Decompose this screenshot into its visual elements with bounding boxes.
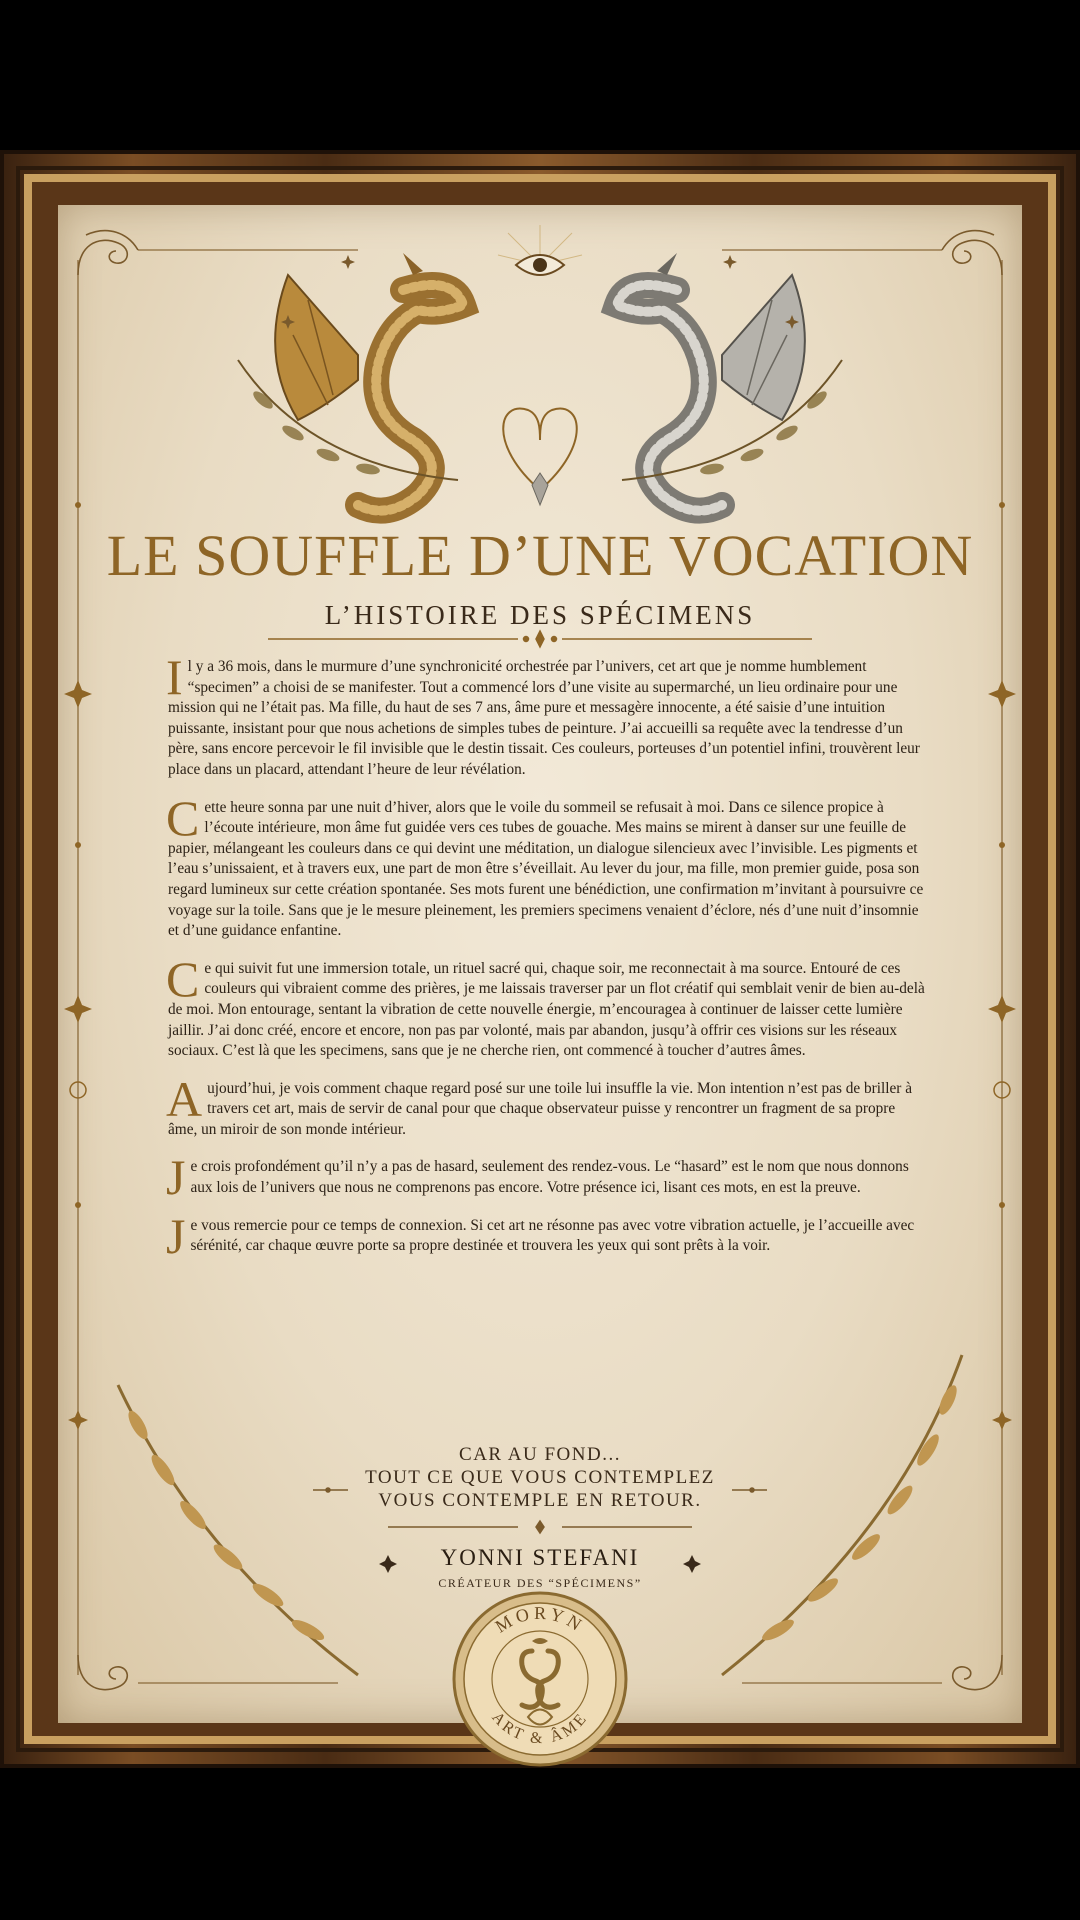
parchment	[58, 205, 1022, 1748]
seal-top-text: MORYN	[491, 1602, 589, 1637]
seal-bottom-text: ART & ÂME	[488, 1708, 592, 1748]
drop-cap: J	[166, 1207, 186, 1264]
divider-ornament	[268, 631, 812, 647]
paragraph-1: Il y a 36 mois, dans le murmure d’une synchronicité orchestrée par l’univers, cet art que je nomme humblement “specimen” a choisi de se manifester. Tout a commencé lors d’une visite au supermarché, un lieu ordinaire pour une mission qui ne l’était pas. Ma fille, du haut de ses 7 ans, âme pure et messagère innocente, a été saisie d’une intuition puissante, insistant pour que nous achetions de simples tubes de peinture. J’ai accueilli sa requête avec la tendresse d’un père, sans encore percevoir le fil invisible que le destin tissait. Ces couleurs, porteuses d’un potentiel infini, trouvèrent leur place dans un placard, attendant l’heure de leur révélation.	[166, 649, 920, 778]
drop-cap: J	[166, 1149, 186, 1206]
signature-name: YONNI STEFANI	[440, 1545, 640, 1570]
paragraph-4: Aujourd’hui, je vois comment chaque regard posé sur une toile lui insuffle la vie. Mon intention n’est pas de briller à travers cet art, mais de servir de canal pour que chaque observateur puisse y rencontrer un fragment de sa propre âme, un miroir de son monde intérieur.	[166, 1070, 913, 1138]
story-body	[166, 649, 928, 1274]
paragraph-3: Ce qui suivit fut une immersion totale, un rituel sacré qui, chaque soir, me reconnectait à ma source. Entouré de ces couleurs qui vibraient comme des prières, je me laissais traverser par un flot créatif qui semblait venir de bien au-delà de moi. Mon entourage, sentant la vibration de cette nouvelle énergie, m’encouragea à continuer de laisser cette lumière jaillir. J’ai donc créé, encore et encore, non pas par volonté, mais par abandon, jusqu’à offrir ces visions sur les réseaux sociaux. C’est là que les specimens, sans que je ne cherche rien, ont commencé à toucher d’autres âmes.	[166, 950, 925, 1060]
seal-emblem-icon	[450, 1589, 630, 1769]
drop-cap: C	[166, 789, 200, 846]
closing-quote: CAR AU FOND... TOUT CE QUE VOUS CONTEMPLEZ VOUS CONTEMPLE EN RETOUR.	[365, 1444, 715, 1511]
page-subtitle: L’HISTOIRE DES SPÉCIMENS	[324, 600, 756, 630]
all-seeing-eye-icon	[498, 225, 582, 275]
paragraph-2: Cette heure sonna par une nuit d’hiver, alors que le voile du sommeil se refusait à moi. Dans ce silence propice à l’écoute intérieure, mon âme fut guidée vers ces tubes de gouache. Mes mains se mirent à danser sur une feuille de papier, mélangeant les couleurs dans ce qui devint une méditation, un dialogue silencieux avec l’invisible. Les pigments et l’eau s’unissaient, et à travers eux, une part de mon être s’éveillait. Au lever du jour, ma fille, mon premier guide, posa son regard lumineux sur cette création spontanée. Ses mots furent une bénédiction, une confirmation m’invitant à poursuivre ce voyage sur la toile. Sans que je le mesure pleinement, les premiers specimens venaient d’éclore, nés d’une nuit d’insomnie et d’une guidance enfantine.	[166, 789, 924, 940]
drop-cap: C	[166, 950, 200, 1007]
signature-role: CRÉATEUR DES “SPÉCIMENS”	[438, 1576, 642, 1590]
drop-cap: A	[166, 1070, 203, 1127]
page-title: LE SOUFFLE D’UNE VOCATION	[106, 523, 974, 588]
paragraph-5: Je crois profondément qu’il n’y a pas de hasard, seulement des rendez-vous. Le “hasard” est le nom que nous donnons aux lois de l’univers que nous ne comprenons pas encore. Votre présence ici, lisant ces mots, en est la preuve.	[166, 1149, 909, 1206]
drop-cap: I	[166, 649, 183, 705]
paragraph-6: Je vous remercie pour ce temps de connexion. Si cet art ne résonne pas avec votre vibration actuelle, je l’accueille avec sérénité, car chaque œuvre porte sa propre destinée et trouvera les yeux qui sont prêts à la voir.	[166, 1207, 915, 1264]
